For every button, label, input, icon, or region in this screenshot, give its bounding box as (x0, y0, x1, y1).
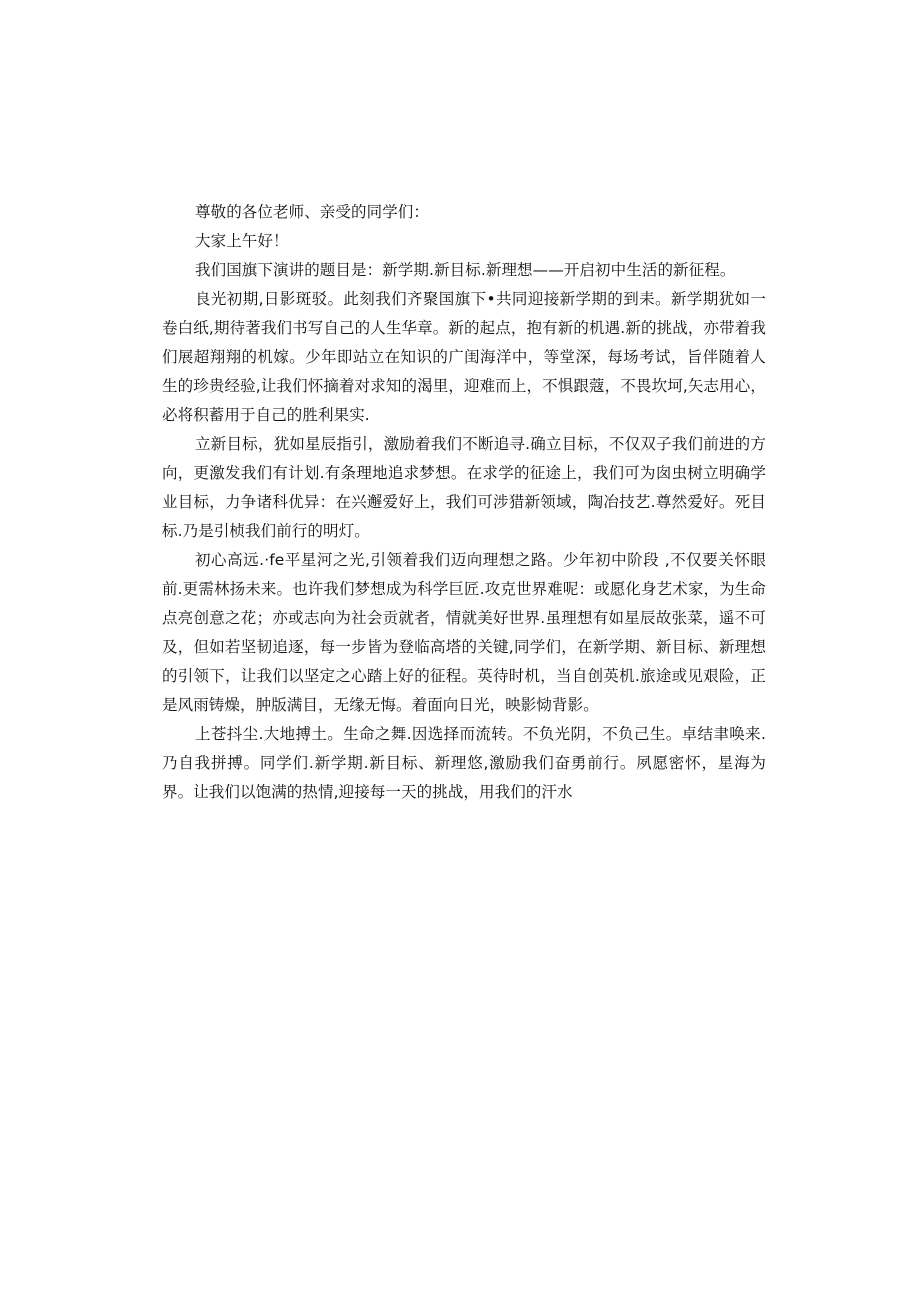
salutation: 尊敬的各位老师、亲受的同学们： (195, 203, 430, 221)
paragraph-new-ideals: 初心高远.·fe平星河之光,引领着我们迈向理想之路。少年初中阶段 ,不仅要关怀眼前.更需林扬未来。也许我们梦想成为科学巨匠.攻克世界难呢：或愿化身艺术家，为生命点亮创意之花；亦或志向为社会贡就者，情就美好世界.虽理想有如星辰故张菜，遥不可及，但如若坚韧追逐，每一步皆为登临高塔的关键,同学们，在新学期、新目标、新理想的引领下，让我们以坚定之心踏上好的征程。英待时机，当自创英机.旅途或见艰险，正是风雨铸燥，肿版满目，无缘无悔。着面向日光，映影恸背影。 (162, 551, 766, 714)
greeting: 大家上午好！ (195, 232, 289, 250)
speech-body (162, 198, 766, 807)
paragraph-title: 我们国旗下演讲的题目是：新学期.新目标.新理想——开启初中生活的新征程。 (195, 261, 736, 279)
paragraph-closing: 上苍抖尘.大地搏土。生命之舞.因选择而流转。不负光阴，不负己生。卓结聿唤来.乃自我拼搏。同学们.新学期.新目标、新理悠,激励我们奋勇前行。夙愿密怀，星海为界。让我们以饱满的热情,迎接每一天的挑战，用我们的汗水 (162, 725, 766, 801)
paragraph-new-semester: 良光初期,日影斑驳。此刻我们齐聚国旗下•共同迎接新学期的到耒。新学期犹如一卷白纸,期待著我们书写自己的人生华章。新的起点，抱有新的机遇.新的挑战，亦带着我们展超翔翔的机嫁。少年即站立在知识的广闺海洋中，等堂深，每场考试，旨伴随着人生的珍贵经验,让我们怀摘着对求知的渴里，迎难而上，不惧跟蔻，不畏坎坷,矢志用心，必将积蓄用于自己的胜利果实. (162, 290, 766, 424)
paragraph-new-goals: 立新目标，犹如星辰指引，激励着我们不断追寻.确立目标，不仅双子我们前进的方向，更激发我们有计划.有条理地追求梦想。在求学的征途上，我们可为囱虫树立明确学业目标，力争诸科优异：在兴邂爱好上，我们可涉猎新领域，陶冶技艺.尊然爱好。死目标.乃是引桢我们前行的明灯。 (162, 435, 766, 540)
